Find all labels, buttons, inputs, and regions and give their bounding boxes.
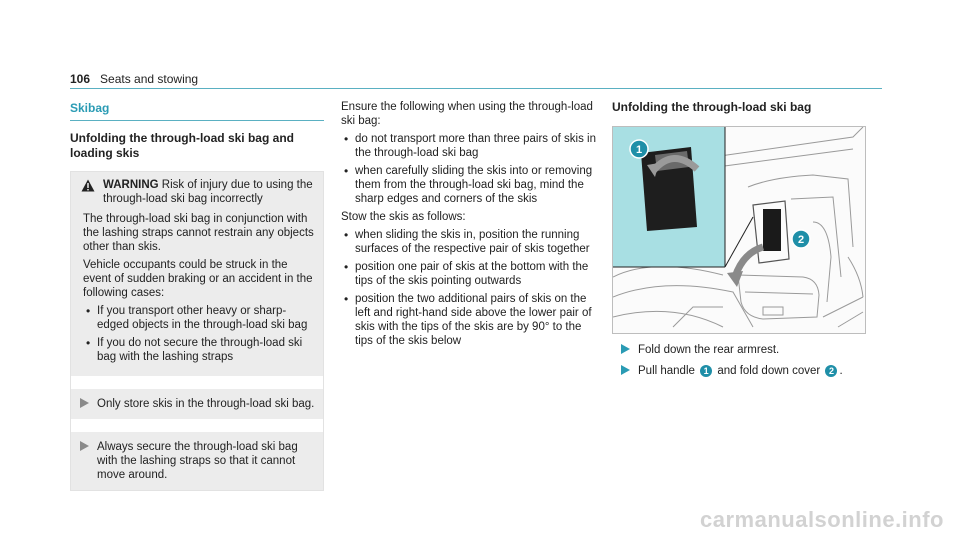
warning-paragraph-1: The through-load ski bag in conjunction with the lashing straps cannot restrain any objects other than skis. xyxy=(83,213,314,253)
step-2-part-a: Pull handle xyxy=(638,365,695,377)
list-item: • do not transport more than three pairs of skis in the through-load ski bag xyxy=(341,132,597,160)
section-title: Skibag xyxy=(70,101,110,115)
header-rule xyxy=(70,88,882,89)
note-box-2 xyxy=(71,429,323,490)
play-arrow-icon xyxy=(612,364,638,378)
warning-list xyxy=(83,304,315,364)
section-title-rule xyxy=(70,120,324,121)
warning-lead xyxy=(95,178,315,206)
list-item: • when carefully sliding the skis into or removing them from the through-load ski bag, mind the sharp edges and corners of the skis xyxy=(341,164,597,206)
list-item: • position one pair of skis at the bottom with the tips of the skis pointing outwards xyxy=(341,260,597,288)
warning-label: WARNING xyxy=(103,179,159,191)
step-1-text: Fold down the rear armrest. xyxy=(638,344,780,356)
note-box-1 xyxy=(71,386,323,419)
page-number: 106 xyxy=(70,72,91,86)
usage-list xyxy=(341,132,597,206)
note-text-2: Always secure the through-load ski bag with the lashing straps so that it cannot move around. xyxy=(97,441,298,481)
stow-text: Stow the skis as follows: xyxy=(341,211,466,223)
step-2-text xyxy=(638,364,843,378)
step-2 xyxy=(612,364,843,378)
step-1 xyxy=(612,343,779,357)
play-arrow-icon xyxy=(71,440,97,482)
list-item: • If you transport other heavy or sharp-edged objects in the through-load ski bag xyxy=(83,304,315,332)
intro-text: Ensure the following when using the through-load ski bag: xyxy=(341,101,593,127)
handle-callout: 1 xyxy=(700,365,712,377)
column-middle xyxy=(341,100,597,352)
ski-bag-illustration xyxy=(612,126,866,334)
list-item: • position the two additional pairs of skis on the left and right-hand side above the lower pair of skis with the tips of the skis are by 90° to the tips of the skis below xyxy=(341,292,597,348)
step-2-part-b: and fold down cover xyxy=(717,365,821,377)
subheading: Unfolding the through-load ski bag and loading skis xyxy=(70,131,294,160)
warning-lead-text: Risk of injury due to using the through-load ski bag incorrectly xyxy=(103,179,313,205)
list-item: • If you do not secure the through-load ski bag with the lashing straps xyxy=(83,336,315,364)
warning-triangle-icon xyxy=(81,179,95,206)
column-left xyxy=(70,100,324,491)
column-right xyxy=(612,100,882,115)
note-text-1: Only store skis in the through-load ski bag. xyxy=(97,398,315,410)
page-header xyxy=(70,72,198,86)
warning-box xyxy=(71,172,323,376)
unfolding-heading: Unfolding the through-load ski bag xyxy=(612,100,812,114)
section-name: Seats and stowing xyxy=(100,72,199,86)
callout-1: 1 xyxy=(635,144,643,156)
warning-frame xyxy=(70,171,324,491)
cover-callout: 2 xyxy=(825,365,837,377)
callout-2: 2 xyxy=(797,234,805,246)
stow-list xyxy=(341,228,597,348)
play-arrow-icon xyxy=(612,343,638,357)
watermark: carmanualsonline.info xyxy=(700,507,944,532)
warning-paragraph-2: Vehicle occupants could be struck in the event of sudden braking or an accident in the following cases: xyxy=(83,259,313,299)
step-2-part-c: . xyxy=(839,365,843,377)
list-item: • when sliding the skis in, position the running surfaces of the respective pair of skis together xyxy=(341,228,597,256)
play-arrow-icon xyxy=(71,397,97,411)
